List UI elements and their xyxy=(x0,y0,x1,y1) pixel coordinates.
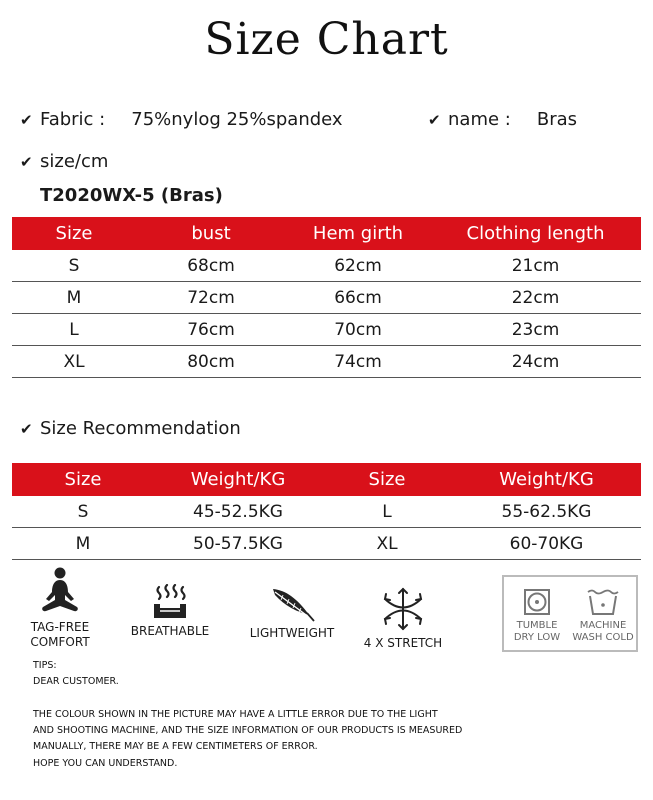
feature-stretch xyxy=(352,586,454,651)
care-machine-wash xyxy=(570,577,636,644)
table-row xyxy=(12,314,641,346)
size-unit-label: size/cm xyxy=(40,151,109,172)
care-label: TUMBLE xyxy=(516,620,558,631)
table-cell: 21cm xyxy=(430,250,641,282)
table-cell: 70cm xyxy=(286,314,430,346)
care-label: DRY LOW xyxy=(513,632,561,643)
name-row xyxy=(428,109,577,130)
header-cell: Size xyxy=(322,463,452,496)
header-cell: Weight/KG xyxy=(452,463,641,496)
header-cell: Weight/KG xyxy=(154,463,322,496)
tips-line: MANUALLY, THERE MAY BE A FEW CENTIMETERS OF ERROR. xyxy=(33,741,318,752)
stretch-arrows-icon xyxy=(381,586,425,632)
feature-tag-free xyxy=(18,566,102,650)
tips-line: THE COLOUR SHOWN IN THE PICTURE MAY HAVE A LITTLE ERROR DUE TO THE LIGHT xyxy=(33,709,438,720)
feature-label: LIGHTWEIGHT xyxy=(249,626,335,640)
tips-heading: TIPS: xyxy=(33,660,57,671)
table-cell: 55-62.5KG xyxy=(452,496,641,528)
recommendation-label: Size Recommendation xyxy=(40,418,241,439)
header-cell: Clothing length xyxy=(430,217,641,250)
feature-label: TAG-FREE xyxy=(30,620,90,634)
table-cell: XL xyxy=(12,346,136,378)
tips-greeting: DEAR CUSTOMER. xyxy=(33,676,119,687)
table-row xyxy=(12,250,641,282)
yoga-figure-icon xyxy=(37,566,83,616)
name-value: Bras xyxy=(536,109,578,130)
tips-line: AND SHOOTING MACHINE, AND THE SIZE INFORMATION OF OUR PRODUCTS IS MEASURED xyxy=(33,725,463,736)
size-table xyxy=(12,217,641,378)
table-cell: S xyxy=(12,496,154,528)
header-cell: bust xyxy=(136,217,286,250)
table-cell: XL xyxy=(322,528,452,560)
fabric-value: 75%nylog 25%spandex xyxy=(131,109,343,130)
care-label: MACHINE xyxy=(579,620,627,631)
table-row xyxy=(12,282,641,314)
table-cell: M xyxy=(12,282,136,314)
page-title: Size Chart xyxy=(204,14,449,65)
tumble-dry-icon xyxy=(523,588,551,616)
recommendation-heading xyxy=(20,418,241,439)
table-cell: 80cm xyxy=(136,346,286,378)
header-cell: Size xyxy=(12,217,136,250)
care-tumble-dry xyxy=(504,577,570,644)
table-cell: 72cm xyxy=(136,282,286,314)
feature-breathable xyxy=(122,584,218,639)
table-cell: 23cm xyxy=(430,314,641,346)
check-icon: ✔ xyxy=(20,110,33,129)
table-cell: 74cm xyxy=(286,346,430,378)
table-cell: 50-57.5KG xyxy=(154,528,322,560)
name-label: name : xyxy=(448,109,511,130)
feature-lightweight xyxy=(236,586,348,641)
model-number: T2020WX-5 (Bras) xyxy=(40,185,223,206)
recommendation-table-header xyxy=(12,463,641,496)
table-cell: S xyxy=(12,250,136,282)
feature-label: COMFORT xyxy=(30,635,90,649)
check-icon: ✔ xyxy=(20,419,33,438)
table-cell: L xyxy=(12,314,136,346)
table-row xyxy=(12,528,641,560)
size-unit-row xyxy=(20,151,108,172)
care-label: WASH COLD xyxy=(572,632,634,643)
check-icon: ✔ xyxy=(20,152,33,171)
fabric-label: Fabric : xyxy=(40,109,106,130)
table-cell: 22cm xyxy=(430,282,641,314)
feature-icon xyxy=(269,586,315,622)
table-cell: 62cm xyxy=(286,250,430,282)
size-table-header xyxy=(12,217,641,250)
feature-label: 4 X STRETCH xyxy=(363,636,443,650)
table-cell: 76cm xyxy=(136,314,286,346)
header-cell: Hem girth xyxy=(286,217,430,250)
care-box xyxy=(502,575,638,652)
table-cell: 68cm xyxy=(136,250,286,282)
machine-wash-icon xyxy=(587,588,619,616)
table-cell: L xyxy=(322,496,452,528)
fabric-row xyxy=(20,109,343,130)
check-icon: ✔ xyxy=(428,110,441,129)
table-row xyxy=(12,346,641,378)
table-cell: 66cm xyxy=(286,282,430,314)
table-cell: 60-70KG xyxy=(452,528,641,560)
table-cell: 24cm xyxy=(430,346,641,378)
recommendation-table xyxy=(12,463,641,560)
table-cell: 45-52.5KG xyxy=(154,496,322,528)
header-cell: Size xyxy=(12,463,154,496)
tips-line: HOPE YOU CAN UNDERSTAND. xyxy=(33,758,178,769)
feature-label: BREATHABLE xyxy=(130,624,210,638)
table-row xyxy=(12,496,641,528)
table-cell: M xyxy=(12,528,154,560)
breathable-icon xyxy=(148,584,192,620)
